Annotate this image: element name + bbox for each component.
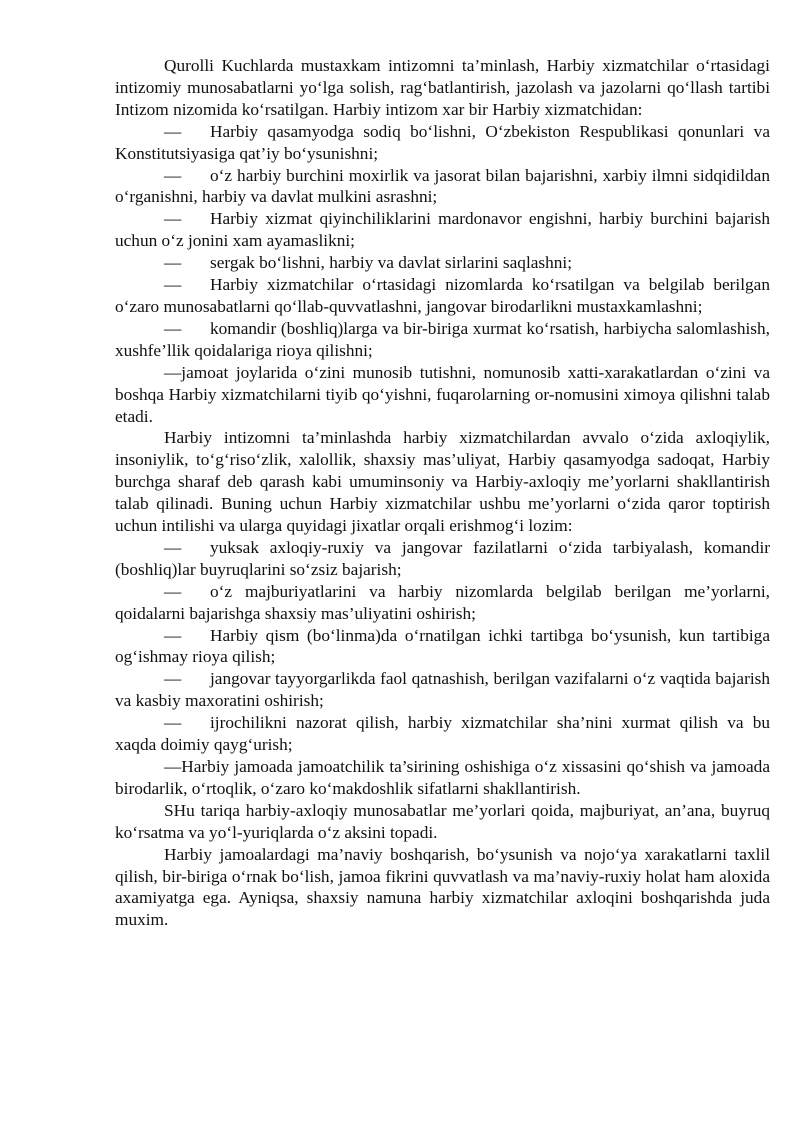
dash-marker: — <box>164 165 182 185</box>
list-item <box>115 625 770 669</box>
list-item-text: Harbiy xizmatchilar o‘rtasidagi nizomlarda ko‘rsatilgan va belgilab berilgan o‘zaro munosabatlarni qo‘llab-quvvatlashni, jangovar birodarlikni mustaxkamlashni; <box>115 275 770 316</box>
list-item-text: ijrochilikni nazorat qilish, harbiy xizmatchilar sha’nini xurmat qilish va bu xaqda doimiy qayg‘urish; <box>115 713 770 755</box>
list-item <box>115 121 770 165</box>
paragraph: SHu tariqa harbiy-axloqiy munosabatlar me’yorlari qoida, majburiyat, an’ana, buyruq ko‘rsatma va yo‘l-yuriqlarda o‘z aksini topadi. <box>115 800 770 842</box>
paragraph: Qurolli Kuchlarda mustaxkam intizomni ta’minlash, Harbiy xizmatchilar o‘rtasidagi intizomiy munosabatlarni yo‘lga solish, rag‘batlantirish, jazolash va jazolarni qo‘llash tartibi Intizom nizomida ko‘rsatilgan. Harbiy intizom xar bir Harbiy xizmatchidan: <box>115 56 770 119</box>
paragraph: Harbiy intizomni ta’minlashda harbiy xizmatchilardan avvalo o‘zida axloqiylik, insoniylik, to‘g‘riso‘zlik, xalollik, shaxsiy mas’uliyat, Harbiy qasamyodga sadoqat, Harbiy burchga sharaf deb qarash kabi umuminsoniy va Harbiy-axloqiy me’yorlarni shakllantirish talab qilinadi. Buning uchun Harbiy xizmatchilar ushbu me’yorlarni o‘zida qaror toptirish uchun intilishi va ularga quyidagi jixatlar orqali erishmog‘i lozim: <box>115 428 770 536</box>
list-item-text: Harbiy xizmat qiyinchiliklarini mardonavor engishni, harbiy burchini bajarish uchun o‘z jonini xam ayamaslikni; <box>115 209 770 251</box>
paragraph: —jamoat joylarida o‘zini munosib tutishni, nomunosib xatti-xarakatlardan o‘zini va boshqa Harbiy xizmatchilarni tiyib qo‘yishni, fuqarolarning or-nomusini ximoya qilishni talab etadi. <box>115 362 770 426</box>
list-item <box>115 712 770 756</box>
list-item-text: yuksak axloqiy-ruxiy va jangovar fazilatlarni o‘zida tarbiyalash, komandir (boshliq)lar buyruqlarini so‘zsiz bajarish; <box>115 537 770 579</box>
dash-marker: — <box>164 275 182 295</box>
dash-marker: — <box>164 121 182 141</box>
list-item <box>115 252 770 274</box>
dash-marker: — <box>164 209 182 229</box>
list-item <box>115 208 770 252</box>
list-item-text: jangovar tayyorgarlikda faol qatnashish, berilgan vazifalarni o‘z vaqtida bajarish va kasbiy maxoratini oshirish; <box>115 669 770 711</box>
dash-marker: — <box>164 669 182 689</box>
document-page <box>115 55 770 931</box>
list-item-text: komandir (boshliq)larga va bir-biriga xurmat ko‘rsatish, harbiycha salomlashish, xushfe’llik qoidalariga rioya qilishni; <box>115 318 770 360</box>
list-item-text: o‘z harbiy burchini moxirlik va jasorat bilan bajarishni, xarbiy ilmni sidqidildan o‘rganishni, harbiy va davlat mulkini asrashni; <box>115 165 770 207</box>
list-item <box>115 318 770 362</box>
list-item <box>115 581 770 625</box>
list-item-text: sergak bo‘lishni, harbiy va davlat sirlarini saqlashni; <box>210 253 573 273</box>
dash-marker: — <box>164 318 182 338</box>
dash-marker: — <box>164 713 182 733</box>
paragraph: Harbiy jamoalardagi ma’naviy boshqarish, bo‘ysunish va nojo‘ya xarakatlarni taxlil qilish, bir-biriga o‘rnak bo‘lish, jamoa fikrini quvvatlash va ma’naviy-ruxiy holat ham aloxida axamiyatga ega. Ayniqsa, shaxsiy namuna harbiy xizmatchilar axloqini boshqarishda juda muxim. <box>115 844 770 930</box>
dash-marker: — <box>164 625 182 645</box>
list-item-text: Harbiy qasamyodga sodiq bo‘lishni, O‘zbekiston Respublikasi qonunlari va Konstitutsiyasiga qat’iy bo‘ysunishni; <box>115 121 770 163</box>
list-item <box>115 274 770 318</box>
dash-marker: — <box>164 537 182 557</box>
list-item-text: Harbiy qism (bo‘linma)da o‘rnatilgan ichki tartibga bo‘ysunish, kun tartibiga og‘ishmay rioya qilish; <box>115 625 770 667</box>
dash-marker: — <box>164 253 182 273</box>
list-item-text: o‘z majburiyatlarini va harbiy nizomlarda belgilab berilgan me’yorlarni, qoidalarni bajarishga shaxsiy mas’uliyatini oshirish; <box>115 581 770 623</box>
list-item <box>115 537 770 581</box>
list-item <box>115 165 770 209</box>
dash-marker: — <box>164 581 182 601</box>
list-item <box>115 668 770 712</box>
paragraph: —Harbiy jamoada jamoatchilik ta’sirining oshishiga o‘z xissasini qo‘shish va jamoada birodarlik, o‘rtoqlik, o‘zaro ko‘makdoshlik sifatlarni shakllantirish. <box>115 757 770 798</box>
